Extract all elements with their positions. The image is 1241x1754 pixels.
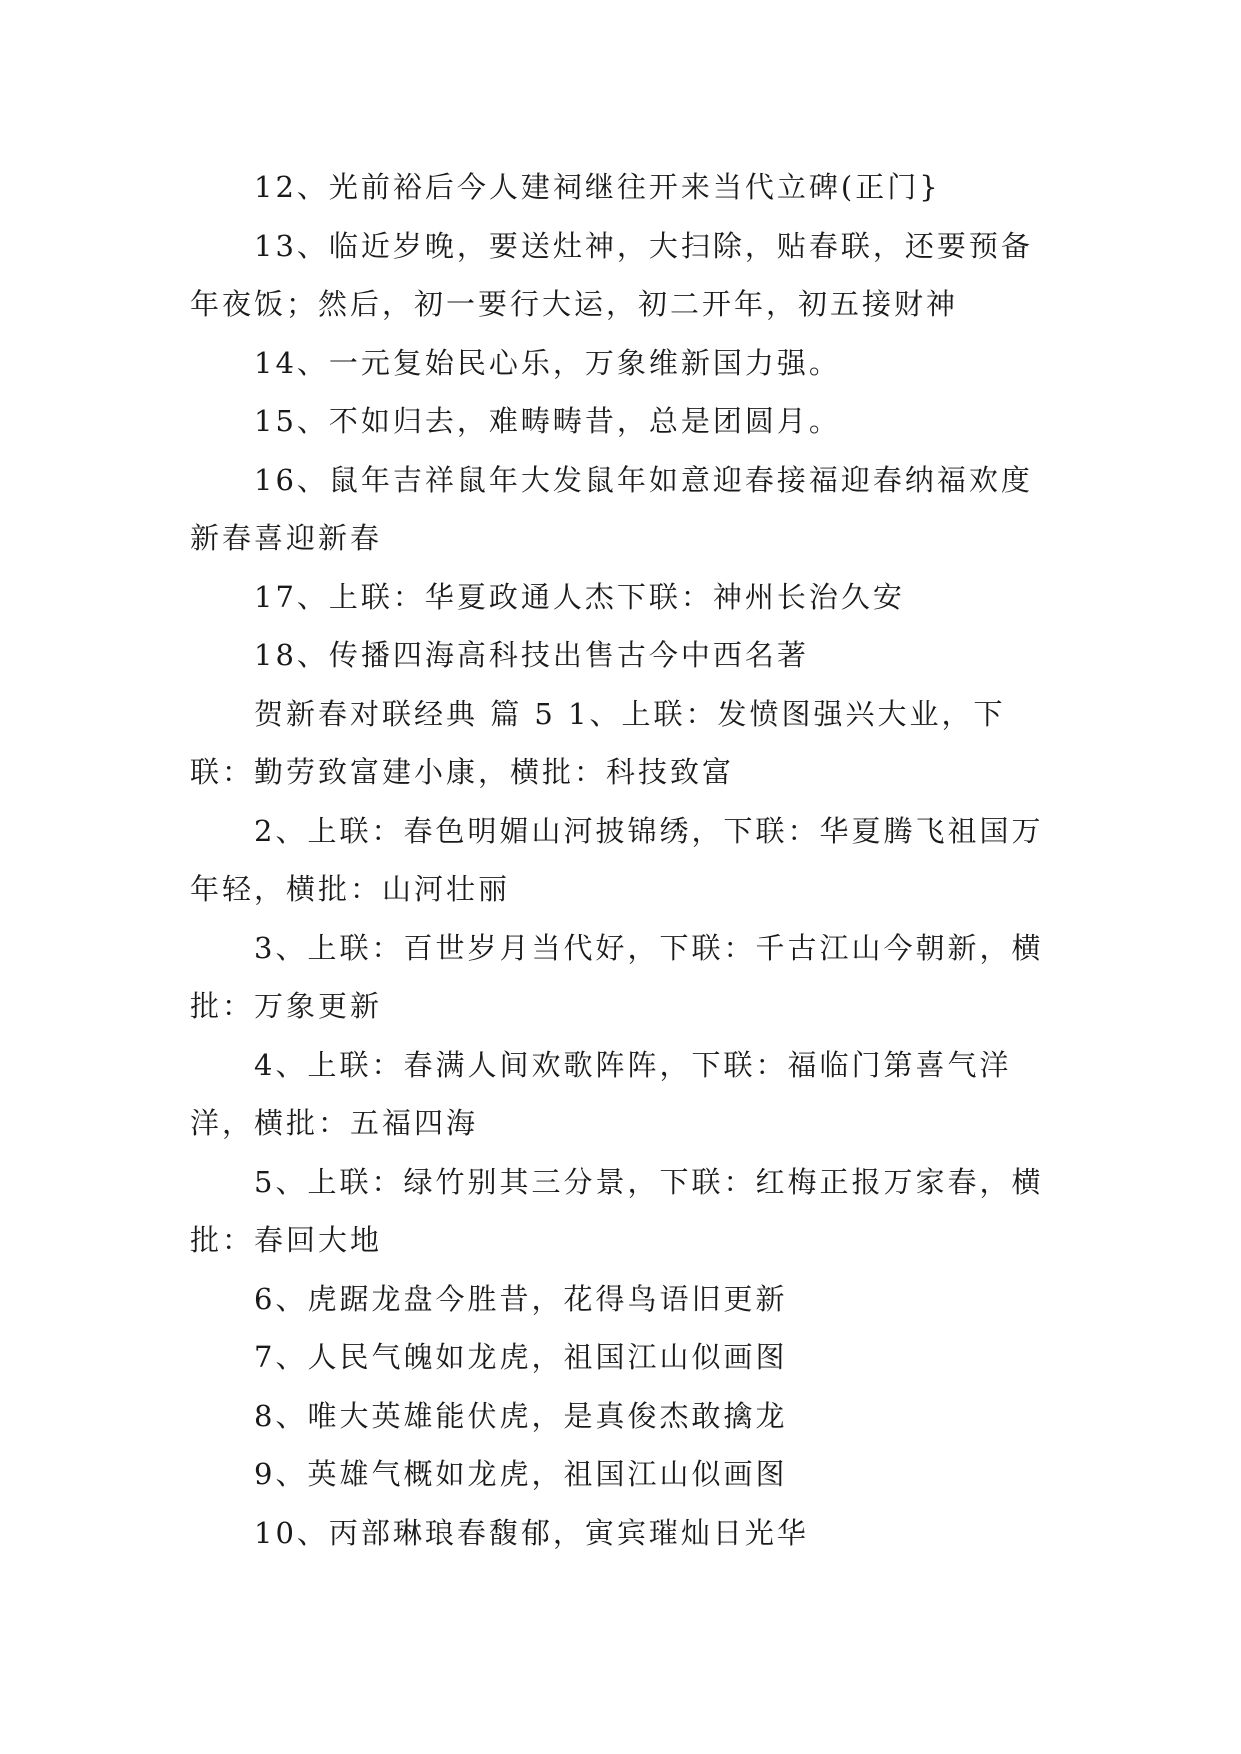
paragraph-14: 14、一元复始民心乐，万象维新国力强。 [254, 345, 841, 380]
couplet-10: 10、丙部琳琅春馥郁，寅宾璀灿日光华 [254, 1515, 809, 1550]
paragraph-12: 12、光前裕后今人建祠继往开来当代立碑(正门} [254, 170, 941, 204]
document-body [190, 158, 1060, 1562]
couplet-6: 6、虎踞龙盘今胜昔，花得鸟语旧更新 [254, 1281, 788, 1316]
couplet-4: 4、上联：春满人间欢歌阵阵，下联：福临门第喜气洋洋，横批：五福四海 [190, 1047, 1012, 1140]
couplet-2: 2、上联：春色明媚山河披锦绣，下联：华夏腾飞祖国万年轻，横批：山河壮丽 [190, 813, 1044, 906]
paragraph-17: 17、上联：华夏政通人杰下联：神州长治久安 [254, 579, 905, 614]
section-heading-paragraph: 贺新春对联经典 篇 5 1、上联：发愤图强兴大业，下联：勤劳致富建小康，横批：科技致富 [190, 696, 1006, 789]
couplet-9: 9、英雄气概如龙虎，祖国江山似画图 [254, 1457, 788, 1491]
paragraph-16: 16、鼠年吉祥鼠年大发鼠年如意迎春接福迎春纳福欢度新春喜迎新春 [190, 462, 1033, 555]
couplet-3: 3、上联：百世岁月当代好，下联：千古江山今朝新，横批：万象更新 [190, 930, 1044, 1023]
paragraph-18: 18、传播四海高科技出售古今中西名著 [254, 638, 809, 672]
couplet-8: 8、唯大英雄能伏虎，是真俊杰敢擒龙 [254, 1398, 788, 1433]
couplet-7: 7、人民气魄如龙虎，祖国江山似画图 [254, 1340, 788, 1374]
couplet-5: 5、上联：绿竹别其三分景，下联：红梅正报万家春，横批：春回大地 [190, 1164, 1044, 1257]
paragraph-13: 13、临近岁晚，要送灶神，大扫除，贴春联，还要预备年夜饭；然后，初一要行大运，初二开年，初五接财神 [190, 228, 1033, 321]
paragraph-15: 15、不如归去，难畴畴昔，总是团圆月。 [254, 404, 841, 438]
